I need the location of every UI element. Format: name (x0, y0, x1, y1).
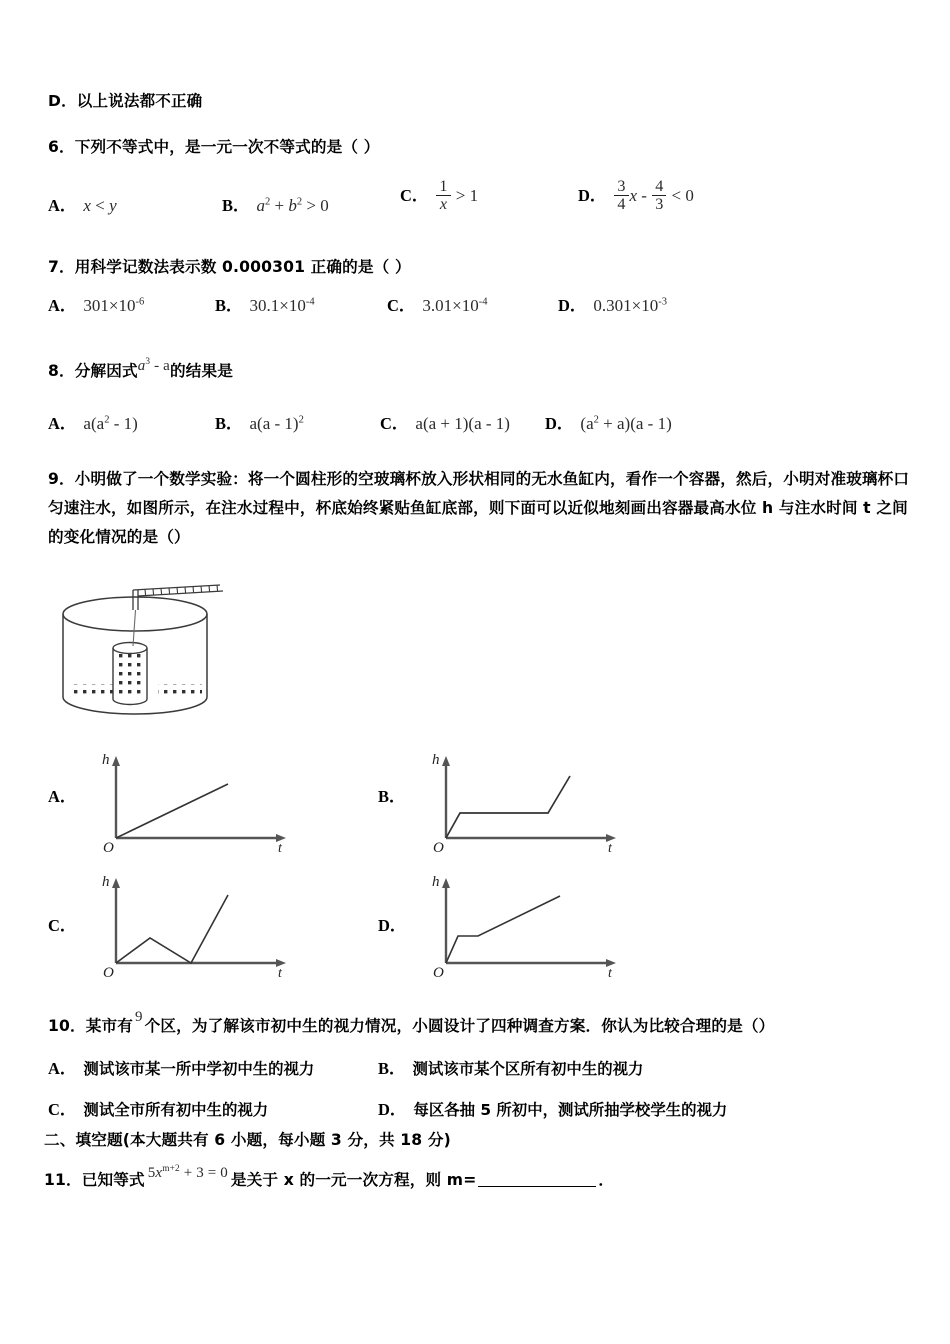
q7-option-b-text: $30.1\times 10^{-4}$ (249, 296, 315, 315)
origin-label: O (433, 965, 444, 978)
q6-option-d[interactable] (578, 178, 694, 214)
q6-option-c-text: $\frac{1}{x}$ > 1 (435, 178, 478, 214)
q8-option-c-letter: C． (380, 414, 409, 433)
q8-stem-pre: 8．分解因式 (48, 362, 138, 380)
y-axis-label: h (102, 874, 110, 890)
q6-option-b-letter: B． (222, 196, 250, 215)
q7-option-d-text: $0.301\times 10^{-3}$ (593, 296, 668, 315)
q8-option-d-text: $(a^2 + a)(a - 1)$ (580, 414, 672, 433)
y-axis-label: h (102, 752, 110, 768)
data-line (446, 896, 560, 963)
q8-option-c[interactable] (380, 410, 510, 434)
q10-option-a-text: 测试该市某一所中学初中生的视力 (83, 1060, 315, 1078)
orphan-option-d: D．以上说法都不正确 (48, 92, 203, 110)
q8-option-b-letter: B． (215, 414, 243, 433)
water-stream (133, 610, 136, 646)
cylinder-in-fish-tank (55, 572, 315, 732)
q6-option-d-fraction-2: $\frac{4}{3}$ (652, 178, 666, 214)
q7-option-c-text: $3.01\times 10^{-4}$ (422, 296, 488, 315)
q7-option-d-letter: D． (558, 296, 587, 315)
q10-stem-pre: 10．某市有 (48, 1017, 133, 1035)
q10-option-c[interactable] (48, 1096, 268, 1120)
q7-option-b[interactable] (215, 292, 315, 316)
q8-option-a[interactable] (48, 410, 138, 434)
q9-graph-c-svg (78, 868, 328, 978)
q9-graph-d-svg (408, 868, 658, 978)
q7-option-d[interactable] (558, 292, 667, 316)
q7-option-a-letter: A． (48, 296, 77, 315)
q11-post: ． (598, 1171, 615, 1189)
q8-option-b-text: a(a - 1)$^2$ (249, 414, 304, 433)
origin-label: O (103, 840, 114, 853)
q9-graph-c-letter: C． (48, 916, 77, 935)
x-axis-label: t (608, 841, 612, 853)
q9-graph-b-letter: B． (378, 787, 406, 806)
q6-option-b[interactable] (222, 192, 329, 216)
q6-option-b-text: $a^2 + b^2 > 0$ (256, 196, 329, 215)
y-axis-arrow (112, 756, 120, 766)
q7-option-c-letter: C． (387, 296, 416, 315)
q6-option-d-fraction-1: $\frac{3}{4}$ (614, 178, 628, 214)
q8-option-b[interactable] (215, 410, 304, 434)
q11-pre: 11．已知等式 (44, 1171, 145, 1189)
q10-option-b-text: 测试该市某个区所有初中生的视力 (412, 1060, 644, 1078)
q10-option-b[interactable] (378, 1055, 643, 1079)
glass-cup-rim (113, 643, 147, 654)
q10-option-c-text: 测试全市所有初中生的视力 (83, 1101, 269, 1119)
q6-option-d-text: $\frac{3}{4}$ x - $\frac{4}{3}$ < 0 (613, 178, 693, 214)
y-axis-label: h (432, 874, 440, 890)
question-7-stem: 7．用科学记数法表示数 0.000301 正确的是（ ） (48, 258, 411, 276)
data-line (446, 776, 570, 838)
q10-stem-post: 个区，为了解该市初中生的视力情况，小圆设计了四种调查方案．你认为比较合理的是（） (144, 1017, 775, 1035)
q10-option-a-letter: A． (48, 1059, 77, 1078)
x-axis-label: t (608, 966, 612, 978)
q8-option-d-letter: D． (545, 414, 574, 433)
question-6-stem: 6．下列不等式中，是一元一次不等式的是（ ） (48, 138, 380, 156)
q8-option-d[interactable] (545, 410, 672, 434)
q10-stem-superscript: 9 (134, 1009, 143, 1025)
q6-option-c[interactable] (400, 178, 478, 214)
q6-option-d-letter: D． (578, 186, 607, 206)
hose-bottom (138, 591, 223, 596)
q10-option-d[interactable] (378, 1096, 727, 1120)
q11-math: $5x^{m+2} + 3 = 0$ (147, 1164, 228, 1181)
q11-answer-blank[interactable] (478, 1171, 596, 1187)
question-11-stem (44, 1166, 614, 1196)
question-9-stem: 9．小明做了一个数学实验：将一个圆柱形的空玻璃杯放入形状相同的无水鱼缸内，看作一个容器，然后，小明对准玻璃杯口匀速注水，如图所示，在注水过程中，杯底始终紧贴鱼缸底部，则下面可以近似地刻画出容器最高水位 h 与注水时间 t 之间的变化情况的是（） (48, 470, 910, 546)
q10-option-b-letter: B． (378, 1059, 406, 1078)
q10-option-d-text: 每区各抽 5 所初中，测试所抽学校学生的视力 (413, 1101, 728, 1119)
origin-label: O (433, 840, 444, 853)
q10-option-d-letter: D． (378, 1100, 407, 1119)
q10-option-c-letter: C． (48, 1100, 77, 1119)
y-axis-arrow (442, 878, 450, 888)
question-9-figure (55, 572, 315, 737)
data-line (116, 895, 228, 963)
x-axis-label: t (278, 966, 282, 978)
y-axis-arrow (112, 878, 120, 888)
y-axis-arrow (442, 756, 450, 766)
q9-graph-b-svg (408, 748, 658, 853)
q8-option-c-text: a(a + 1)(a - 1) (415, 414, 510, 433)
q11-mid: 是关于 x 的一元一次方程，则 m= (230, 1171, 477, 1189)
q9-graph-a-svg (78, 748, 328, 853)
q7-option-b-letter: B． (215, 296, 243, 315)
q10-option-a[interactable] (48, 1055, 314, 1079)
section-2-title: 二、填空题(本大题共有 6 小题，每小题 3 分，共 18 分) (44, 1131, 451, 1149)
y-axis-label: h (432, 752, 440, 768)
q7-option-c[interactable] (387, 292, 488, 316)
q8-stem-post: 的结果是 (169, 362, 233, 380)
q6-option-c-letter: C． (400, 186, 429, 206)
q7-option-a-text: $301\times 10^{-6}$ (83, 296, 145, 315)
question-8-stem (48, 357, 233, 387)
glass-cup-dots (115, 654, 145, 697)
origin-label: O (103, 965, 114, 978)
q8-stem-math: $a^3$ - a (137, 357, 170, 374)
q6-option-a-letter: A． (48, 196, 77, 215)
q6-option-c-fraction: $\frac{1}{x}$ (436, 178, 450, 214)
q9-graph-a-letter: A． (48, 787, 77, 806)
q8-option-a-text: $a(a^2 - 1)$ (83, 414, 138, 433)
q9-graph-d-letter: D． (378, 916, 407, 935)
data-line (116, 784, 228, 838)
q6-option-a[interactable] (48, 192, 117, 216)
q8-option-a-letter: A． (48, 414, 77, 433)
q7-option-a[interactable] (48, 292, 144, 316)
question-10-stem (48, 1009, 775, 1042)
x-axis-label: t (278, 841, 282, 853)
q6-option-a-text: x < y (83, 196, 117, 215)
